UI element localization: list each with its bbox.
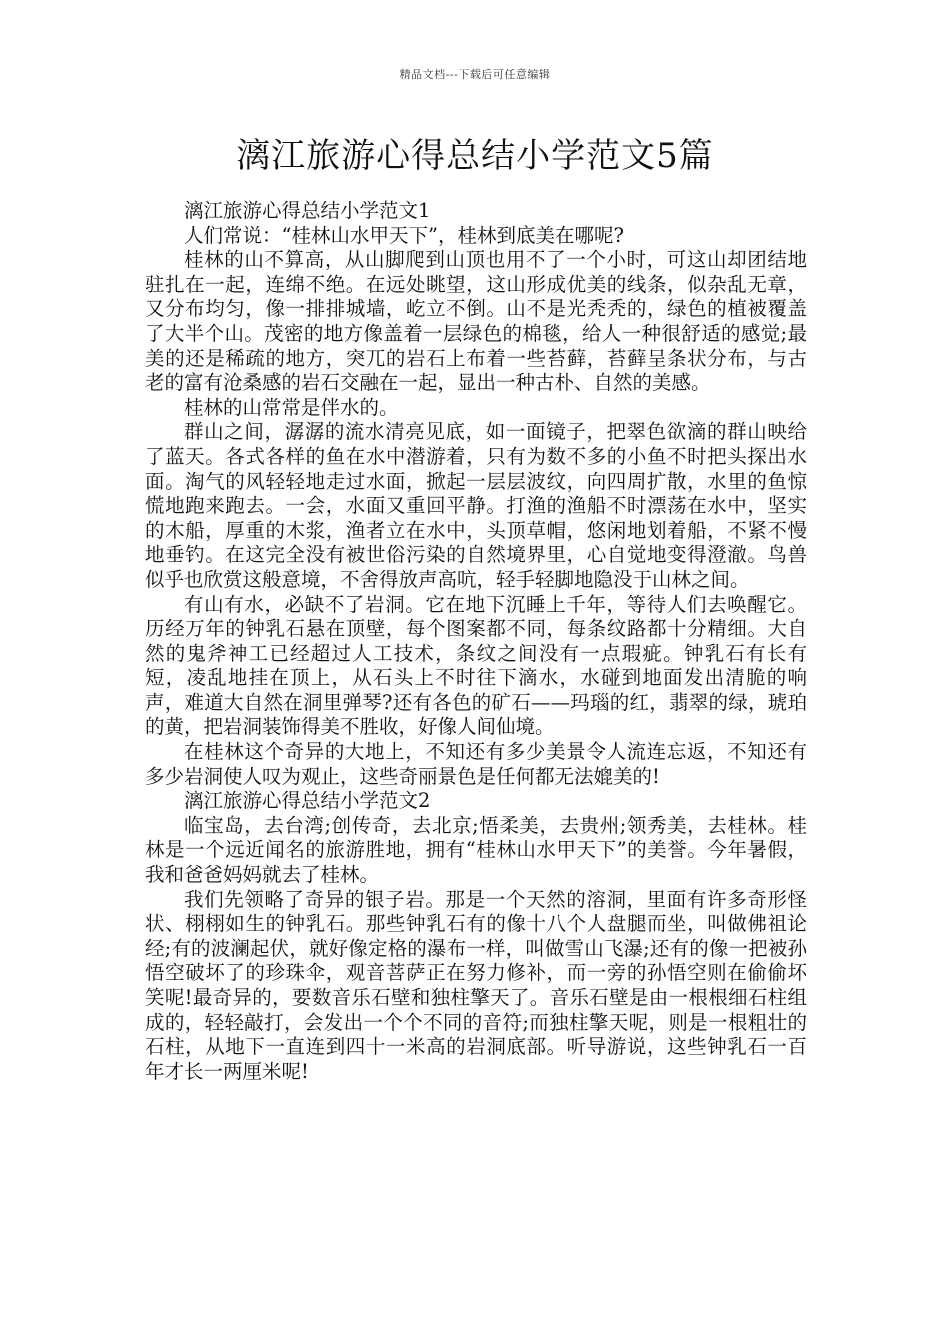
paragraph: 在桂林这个奇异的大地上，不知还有多少美景令人流连忘返，不知还有多少岩洞使人叹为观止，这些奇丽景色是任何都无法媲美的!: [145, 740, 807, 788]
paragraph: 桂林的山不算高，从山脚爬到山顶也用不了一个小时，可这山却团结地驻扎在一起，连绵不绝。在远处眺望，这山形成优美的线条，似杂乱无章，又分布均匀，像一排排城墙，屹立不倒。山不是光秃秃的，绿色的植被覆盖了大半个山。茂密的地方像盖着一层绿色的棉毯，给人一种很舒适的感觉;最美的还是稀疏的地方，突兀的岩石上布着一些苔藓，苔藓呈条状分布，与古老的富有沧桑感的岩石交融在一起，显出一种古朴、自然的美感。: [145, 248, 807, 395]
essay-section-1: [145, 199, 807, 789]
document-body: [145, 199, 807, 1084]
paragraph: 群山之间，潺潺的流水清亮见底，如一面镜子，把翠色欲滴的群山映给了蓝天。各式各样的鱼在水中潜游着，只有为数不多的小鱼不时把头探出水面。淘气的风轻轻地走过水面，掀起一层层波纹，向四周扩散，水里的鱼惊慌地跑来跑去。一会，水面又重回平静。打渔的渔船不时漂荡在水中，坚实的木船，厚重的木浆，渔者立在水中，头顶草帽，悠闲地划着船，不紧不慢地垂钓。在这完全没有被世俗污染的自然境界里，心自觉地变得澄澈。鸟兽似乎也欣赏这般意境，不舍得放声高吭，轻手轻脚地隐没于山林之间。: [145, 420, 807, 591]
paragraph: 人们常说：“桂林山水甲天下”，桂林到底美在哪呢?: [184, 223, 624, 247]
paragraph: 我们先领略了奇异的银子岩。那是一个天然的溶洞，里面有许多奇形怪状、栩栩如生的钟乳石。那些钟乳石有的像十八个人盘腿而坐，叫做佛祖论经;有的波澜起伏，就好像定格的瀑布一样，叫做雪山飞瀑;还有的像一把被孙悟空破坏了的珍珠伞，观音菩萨正在努力修补，而一旁的孙悟空则在偷偷坏笑呢!最奇异的，要数音乐石壁和独柱擎天了。音乐石壁是由一根根细石柱组成的，轻轻敲打，会发出一个个不同的音符;而独柱擎天呢，则是一根粗壮的石柱，从地下一直连到四十一米高的岩洞底部。听导游说，这些钟乳石一百年才长一两厘米呢!: [145, 887, 807, 1083]
page-header-note: 精品文档---下载后可任意编辑: [399, 68, 551, 81]
paragraph: 临宝岛，去台湾;创传奇，去北京;悟柔美，去贵州;领秀美，去桂林。桂林是一个远近闻名的旅游胜地，拥有“桂林山水甲天下”的美誉。今年暑假，我和爸爸妈妈就去了桂林。: [145, 813, 807, 887]
paragraph: 有山有水，必缺不了岩洞。它在地下沉睡上千年，等待人们去唤醒它。历经万年的钟乳石悬在顶壁，每个图案都不同，每条纹路都十分精细。大自然的鬼斧神工已经超过人工技术，条纹之间没有一点瑕疵。钟乳石有长有短，凌乱地挂在顶上，从石头上不时往下滴水，水碰到地面发出清脆的响声，难道大自然在洞里弹琴?还有各色的矿石——玛瑙的红，翡翠的绿，琥珀的黄，把岩洞装饰得美不胜收，好像人间仙境。: [145, 592, 807, 739]
paragraph: 桂林的山常常是伴水的。: [184, 395, 399, 419]
document-title: 漓江旅游心得总结小学范文5篇: [236, 136, 714, 176]
essay-section-2: [145, 789, 807, 1084]
section-heading: 漓江旅游心得总结小学范文1: [184, 199, 431, 222]
section-heading: 漓江旅游心得总结小学范文2: [184, 789, 431, 813]
